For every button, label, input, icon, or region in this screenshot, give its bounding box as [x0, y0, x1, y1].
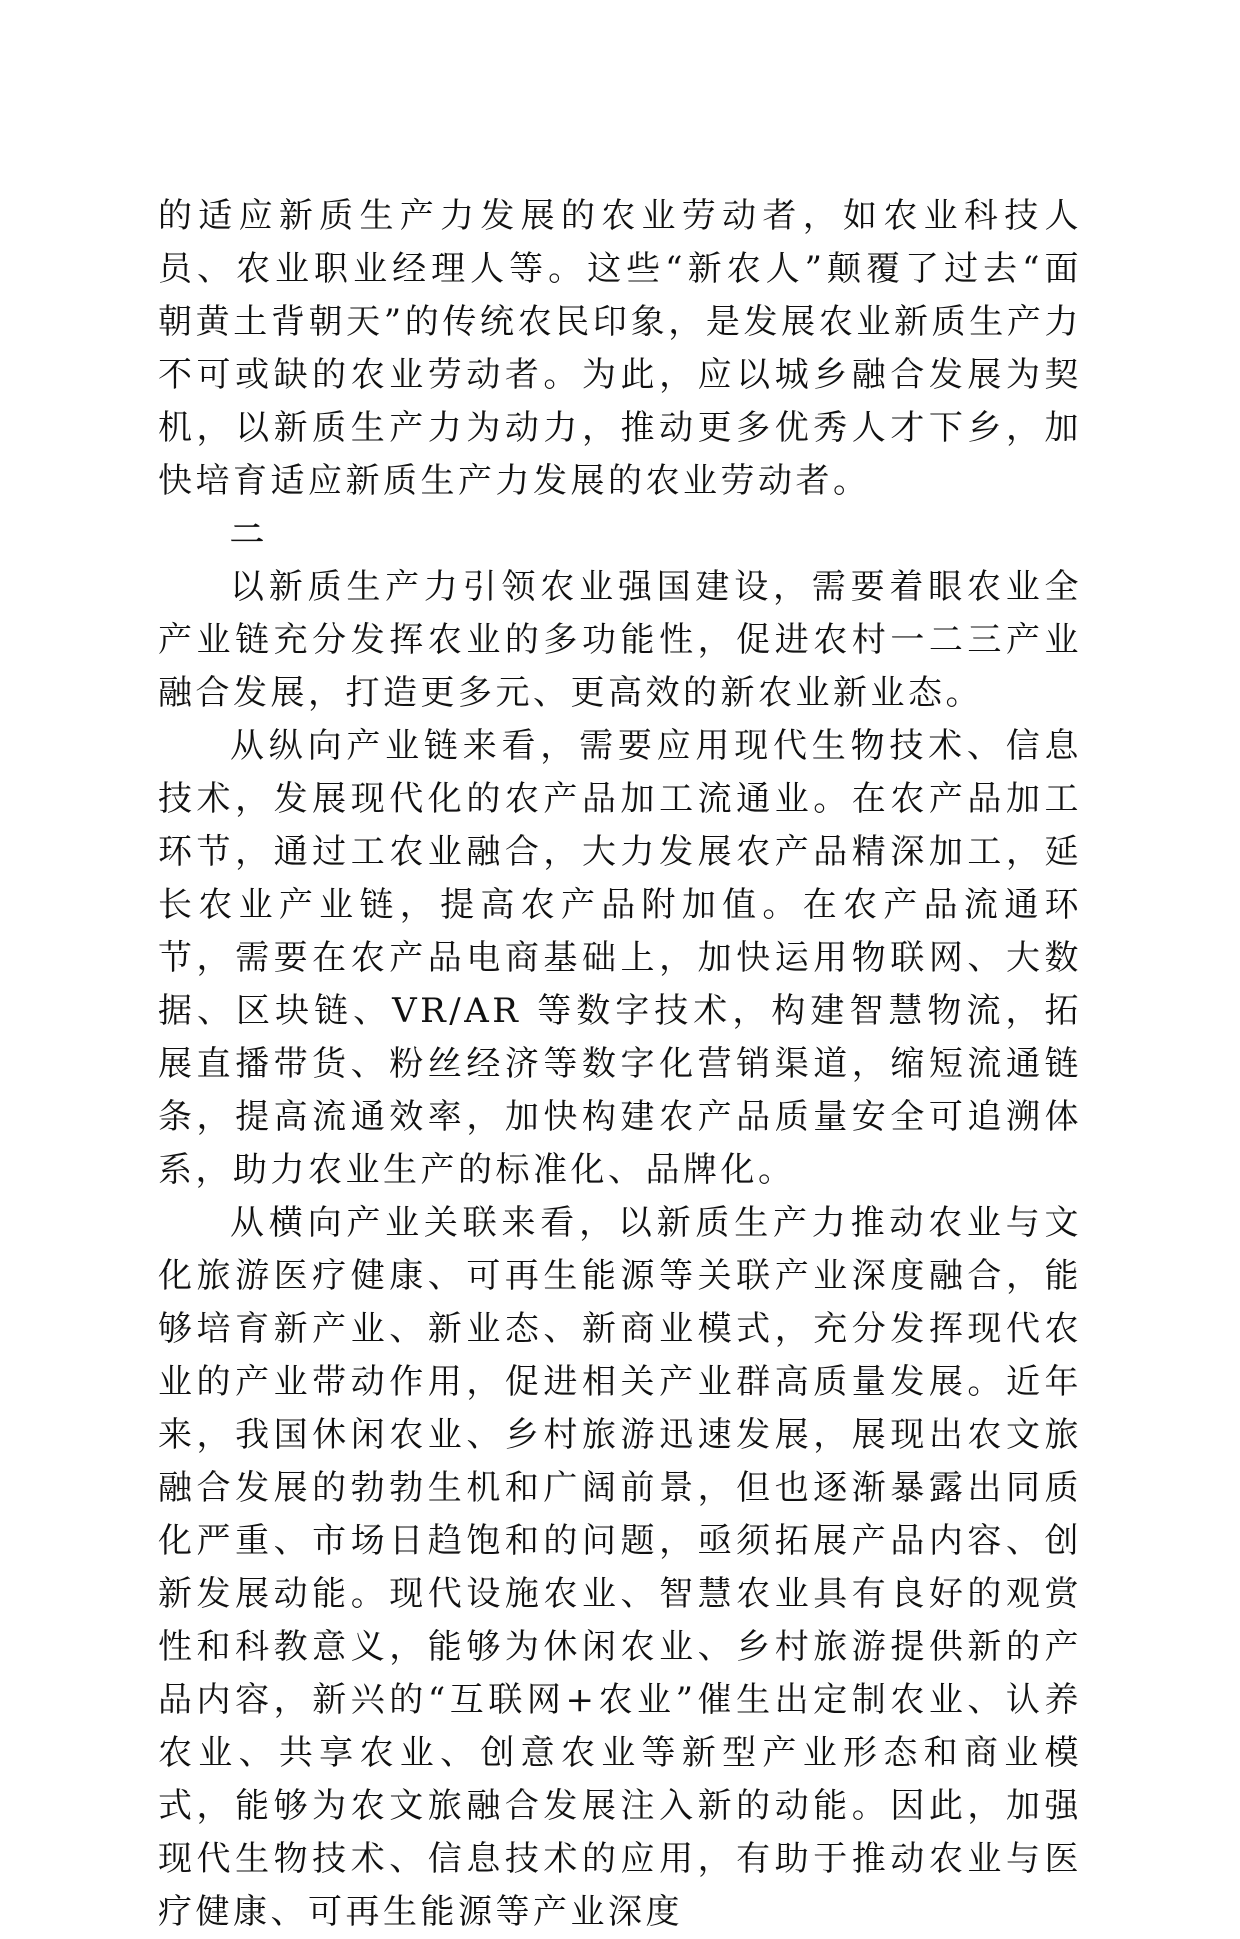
paragraph-horizontal-linkage: 从横向产业关联来看，以新质生产力推动农业与文化旅游医疗健康、可再生能源等关联产业深度融合，能够培育新产业、新业态、新商业模式，充分发挥现代农业的产业带动作用，促进相关产业群高质量发展。近年来，我国休闲农业、乡村旅游迅速发展，展现出农文旅融合发展的勃勃生机和广阔前景，但也逐渐暴露出同质化严重、市场日趋饱和的问题，亟须拓展产品内容、创新发展动能。现代设施农业、智慧农业具有良好的观赏性和科教意义，能够为休闲农业、乡村旅游提供新的产品内容，新兴的“互联网+农业”催生出定制农业、认养农业、共享农业、创意农业等新型产业形态和商业模式，能够为农文旅融合发展注入新的动能。因此，加强现代生物技术、信息技术的应用，有助于推动农业与医疗健康、可再生能源等产业深度: [158, 1203, 1082, 1932]
section-heading: [158, 508, 1082, 561]
document-page: [158, 190, 1082, 1939]
paragraph-vertical-chain: 从纵向产业链来看，需要应用现代生物技术、信息技术，发展现代化的农产品加工流通业。在农产品加工环节，通过工农业融合，大力发展农产品精深加工，延长农业产业链，提高农产品附加值。在农产品流通环节，需要在农产品电商基础上，加快运用物联网、大数据、区块链、VR/AR 等数字技术，构建智慧物流，拓展直播带货、粉丝经济等数字化营销渠道，缩短流通链条，提高流通效率，加快构建农产品质量安全可追溯体系，助力农业生产的标准化、品牌化。: [158, 726, 1082, 1190]
paragraph-intro: 以新质生产力引领农业强国建设，需要着眼农业全产业链充分发挥农业的多功能性，促进农村一二三产业融合发展，打造更多元、更高效的新农业新业态。: [158, 567, 1082, 713]
paragraph-continuation: 的适应新质生产力发展的农业劳动者，如农业科技人员、农业职业经理人等。这些“新农人”颠覆了过去“面朝黄土背朝天”的传统农民印象，是发展农业新质生产力不可或缺的农业劳动者。为此，应以城乡融合发展为契机，以新质生产力为动力，推动更多优秀人才下乡，加快培育适应新质生产力发展的农业劳动者。: [158, 196, 1082, 501]
section-number: 二: [230, 519, 264, 550]
